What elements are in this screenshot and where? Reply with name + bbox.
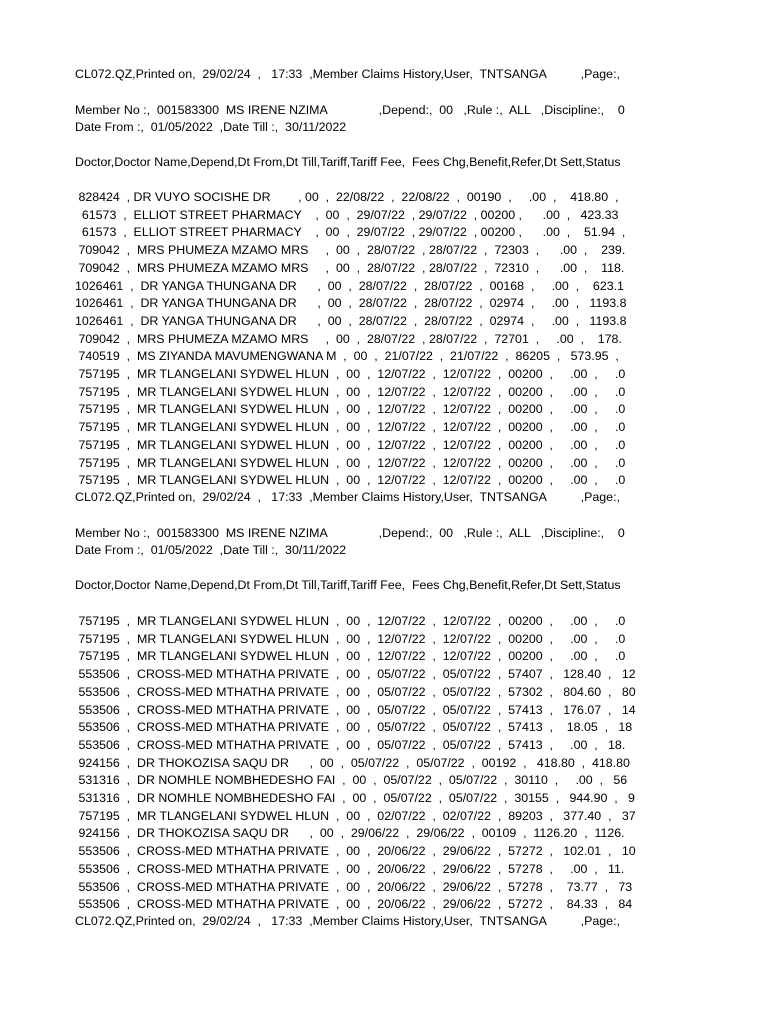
column-headers-line: Doctor,Doctor Name,Depend,Dt From,Dt Till,Tariff,Tariff Fee, Fees Chg,Benefit,Refer,Dt Sett,Status bbox=[75, 578, 621, 592]
claim-row: 1026461 , DR YANGA THUNGANA DR , 00 , 28/07/22 , 28/07/22 , 02974 , .00 , 1193.8 bbox=[75, 313, 627, 328]
claim-row: 531316 , DR NOMHLE NOMBHEDESHO FAI , 00 , 05/07/22 , 05/07/22 , 30155 , 944.90 , 9 bbox=[75, 791, 635, 805]
claim-row: 553506 , CROSS-MED MTHATHA PRIVATE , 00 , 05/07/22 , 05/07/22 , 57302 , 804.60 , 80 bbox=[75, 684, 636, 699]
date-range-line: Date From :, 01/05/2022 ,Date Till :, 30/11/2022 bbox=[75, 543, 347, 557]
claim-row: 757195 , MR TLANGELANI SYDWEL HLUN , 00 , 12/07/22 , 12/07/22 , 00200 , .00 , .0 bbox=[75, 649, 626, 664]
claim-row: 757195 , MR TLANGELANI SYDWEL HLUN , 00 , 12/07/22 , 12/07/22 , 00200 , .00 , .0 bbox=[75, 437, 626, 452]
claim-row: 757195 , MR TLANGELANI SYDWEL HLUN , 00 , 12/07/22 , 12/07/22 , 00200 , .00 , .0 bbox=[75, 384, 626, 399]
column-headers-line: Doctor,Doctor Name,Depend,Dt From,Dt Till,Tariff,Tariff Fee, Fees Chg,Benefit,Refer,Dt Sett,Status bbox=[75, 155, 621, 169]
member-info-line: Member No :, 001583300 MS IRENE NZIMA ,Depend:, 00 ,Rule :, ALL ,Discipline:, 0 bbox=[75, 526, 625, 540]
claim-row: 531316 , DR NOMHLE NOMBHEDESHO FAI , 00 , 05/07/22 , 05/07/22 , 30110 , .00 , 56 bbox=[75, 773, 628, 788]
claim-row: 828424 , DR VUYO SOCISHE DR , 00 , 22/08/22 , 22/08/22 , 00190 , .00 , 418.80 , bbox=[75, 190, 619, 204]
claim-row: 924156 , DR THOKOZISA SAQU DR , 00 , 05/07/22 , 05/07/22 , 00192 , 418.80 , 418.80 bbox=[75, 755, 630, 770]
claim-row: 757195 , MR TLANGELANI SYDWEL HLUN , 00 , 12/07/22 , 12/07/22 , 00200 , .00 , .0 bbox=[75, 631, 626, 646]
claim-row: 757195 , MR TLANGELANI SYDWEL HLUN , 00 , 02/07/22 , 02/07/22 , 89203 , 377.40 , 37 bbox=[75, 808, 636, 823]
claim-row: 757195 , MR TLANGELANI SYDWEL HLUN , 00 , 12/07/22 , 12/07/22 , 00200 , .00 , .0 bbox=[75, 420, 626, 435]
claim-row: 757195 , MR TLANGELANI SYDWEL HLUN , 00 , 12/07/22 , 12/07/22 , 00200 , .00 , .0 bbox=[75, 455, 626, 470]
claim-row: 553506 , CROSS-MED MTHATHA PRIVATE , 00 , 20/06/22 , 29/06/22 , 57272 , 84.33 , 84 bbox=[75, 897, 633, 912]
claim-row: 553506 , CROSS-MED MTHATHA PRIVATE , 00 , 05/07/22 , 05/07/22 , 57413 , 18.05 , 18 bbox=[75, 720, 633, 735]
claim-row: 1026461 , DR YANGA THUNGANA DR , 00 , 28/07/22 , 28/07/22 , 00168 , .00 , 623.1 bbox=[75, 278, 624, 293]
claim-row: 553506 , CROSS-MED MTHATHA PRIVATE , 00 , 05/07/22 , 05/07/22 , 57413 , .00 , 18. bbox=[75, 737, 626, 752]
claim-row: 553506 , CROSS-MED MTHATHA PRIVATE , 00 , 05/07/22 , 05/07/22 , 57407 , 128.40 , 12 bbox=[75, 667, 636, 682]
report-header-line: CL072.QZ,Printed on, 29/02/24 , 17:33 ,Member Claims History,User, TNTSANGA ,Page:, bbox=[75, 914, 620, 928]
claim-row: 757195 , MR TLANGELANI SYDWEL HLUN , 00 , 12/07/22 , 12/07/22 , 00200 , .00 , .0 bbox=[75, 473, 626, 488]
claim-row: 553506 , CROSS-MED MTHATHA PRIVATE , 00 , 20/06/22 , 29/06/22 , 57272 , 102.01 , 10 bbox=[75, 844, 636, 859]
claim-row: 61573 , ELLIOT STREET PHARMACY , 00 , 29/07/22 , 29/07/22 , 00200 , .00 , 423.33 bbox=[75, 207, 619, 222]
claim-row: 709042 , MRS PHUMEZA MZAMO MRS , 00 , 28/07/22 , 28/07/22 , 72701 , .00 , 178. bbox=[75, 331, 622, 346]
claim-row: 757195 , MR TLANGELANI SYDWEL HLUN , 00 , 12/07/22 , 12/07/22 , 00200 , .00 , .0 bbox=[75, 402, 626, 417]
report-header-line: CL072.QZ,Printed on, 29/02/24 , 17:33 ,Member Claims History,User, TNTSANGA ,Page:, bbox=[75, 67, 620, 81]
claim-row: 757195 , MR TLANGELANI SYDWEL HLUN , 00 , 12/07/22 , 12/07/22 , 00200 , .00 , .0 bbox=[75, 367, 626, 381]
claim-row: 553506 , CROSS-MED MTHATHA PRIVATE , 00 , 05/07/22 , 05/07/22 , 57413 , 176.07 , 14 bbox=[75, 702, 636, 717]
member-info-line: Member No :, 001583300 MS IRENE NZIMA ,Depend:, 00 ,Rule :, ALL ,Discipline:, 0 bbox=[75, 103, 625, 117]
claim-row: 553506 , CROSS-MED MTHATHA PRIVATE , 00 , 20/06/22 , 29/06/22 , 57278 , .00 , 11. bbox=[75, 861, 625, 876]
claim-row: 757195 , MR TLANGELANI SYDWEL HLUN , 00 , 12/07/22 , 12/07/22 , 00200 , .00 , .0 bbox=[75, 614, 626, 628]
date-range-line: Date From :, 01/05/2022 ,Date Till :, 30/11/2022 bbox=[75, 120, 347, 134]
claim-row: 553506 , CROSS-MED MTHATHA PRIVATE , 00 , 20/06/22 , 29/06/22 , 57278 , 73.77 , 73 bbox=[75, 879, 633, 894]
report-header-line: CL072.QZ,Printed on, 29/02/24 , 17:33 ,Member Claims History,User, TNTSANGA ,Page:, bbox=[75, 490, 620, 504]
claim-row: 61573 , ELLIOT STREET PHARMACY , 00 , 29/07/22 , 29/07/22 , 00200 , .00 , 51.94 , bbox=[75, 225, 626, 240]
claim-row: 709042 , MRS PHUMEZA MZAMO MRS , 00 , 28/07/22 , 28/07/22 , 72310 , .00 , 118. bbox=[75, 260, 625, 275]
claim-row: 1026461 , DR YANGA THUNGANA DR , 00 , 28/07/22 , 28/07/22 , 02974 , .00 , 1193.8 bbox=[75, 296, 627, 311]
claim-row: 924156 , DR THOKOZISA SAQU DR , 00 , 29/06/22 , 29/06/22 , 00109 , 1126.20 , 1126. bbox=[75, 826, 625, 841]
claim-row: 709042 , MRS PHUMEZA MZAMO MRS , 00 , 28/07/22 , 28/07/22 , 72303 , .00 , 239. bbox=[75, 243, 626, 258]
claim-row: 740519 , MS ZIYANDA MAVUMENGWANA M , 00 , 21/07/22 , 21/07/22 , 86205 , 573.95 , bbox=[75, 349, 619, 364]
